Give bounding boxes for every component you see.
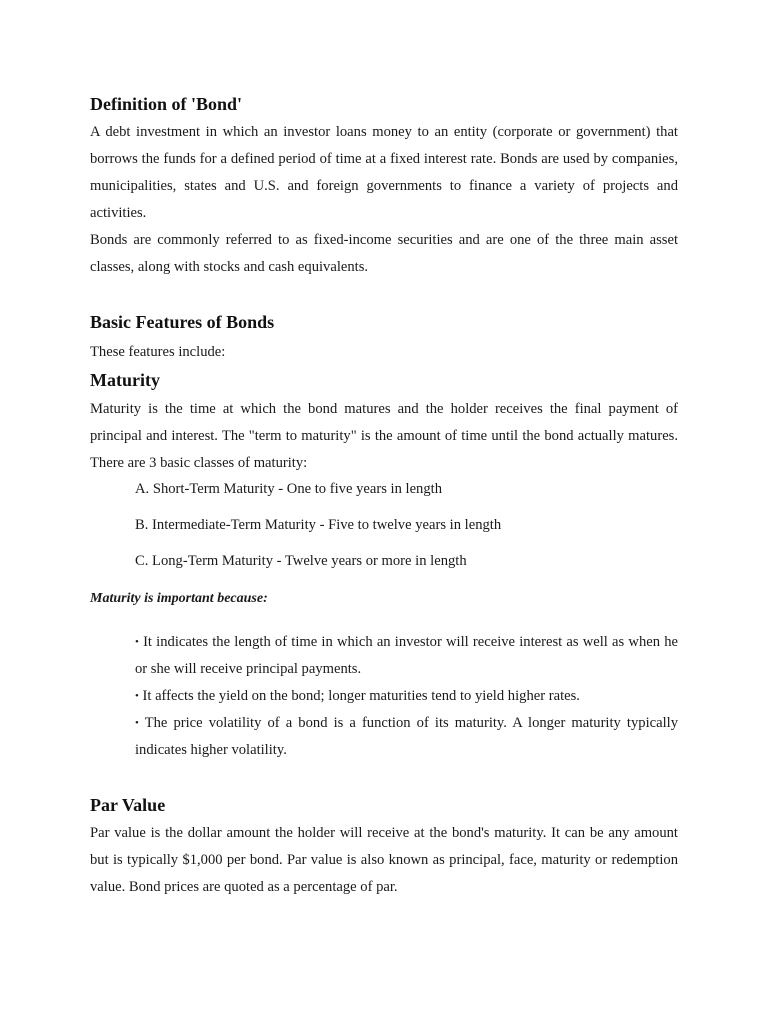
definition-heading: Definition of 'Bond' — [90, 94, 243, 114]
definition-paragraph-1: A debt investment in which an investor loans money to an entity (corporate or government) that borrows the funds for a defined period of time at a fixed interest rate. Bonds are used by companies, municipalities, states and U.S. and foreign governments to finance a variety of projects and activities. — [90, 124, 678, 221]
bullet-icon: • — [135, 636, 139, 648]
reason-text: The price volatility of a bond is a function of its maturity. A longer maturity typically indicates higher volatility. — [135, 715, 678, 758]
maturity-important-label: Maturity is important because: — [90, 591, 268, 606]
maturity-heading: Maturity — [90, 370, 160, 390]
par-value-paragraph: Par value is the dollar amount the holder will receive at the bond's maturity. It can be any amount but is typically $1,000 per bond. Par value is also known as principal, face, maturity or redemption value. Bond prices are quoted as a percentage of par. — [90, 825, 678, 895]
reason-text: It affects the yield on the bond; longer maturities tend to yield higher rates. — [142, 688, 580, 704]
maturity-class-item: A. Short-Term Maturity - One to five years in length — [135, 481, 442, 497]
basic-features-intro: These features include: — [90, 344, 226, 360]
reason-item — [135, 710, 678, 764]
bullet-icon: • — [135, 690, 139, 702]
reason-text: It indicates the length of time in which an investor will receive interest as well as when he or she will receive principal payments. — [135, 634, 678, 677]
reason-item — [135, 629, 678, 683]
maturity-reasons-list — [135, 629, 678, 764]
maturity-classes-list — [135, 476, 678, 584]
basic-features-heading: Basic Features of Bonds — [90, 312, 275, 332]
reason-item — [135, 683, 678, 710]
par-value-heading: Par Value — [90, 795, 166, 815]
maturity-paragraph: Maturity is the time at which the bond matures and the holder receives the final payment of principal and interest. The "term to maturity" is the amount of time until the bond actually matures. There are 3 basic classes of maturity: — [90, 401, 678, 471]
definition-paragraph-2: Bonds are commonly referred to as fixed-income securities and are one of the three main asset classes, along with stocks and cash equivalents. — [90, 232, 678, 275]
maturity-class-item: B. Intermediate-Term Maturity - Five to twelve years in length — [135, 517, 502, 533]
maturity-class-item: C. Long-Term Maturity - Twelve years or more in length — [135, 553, 467, 569]
bullet-icon: • — [135, 717, 139, 729]
